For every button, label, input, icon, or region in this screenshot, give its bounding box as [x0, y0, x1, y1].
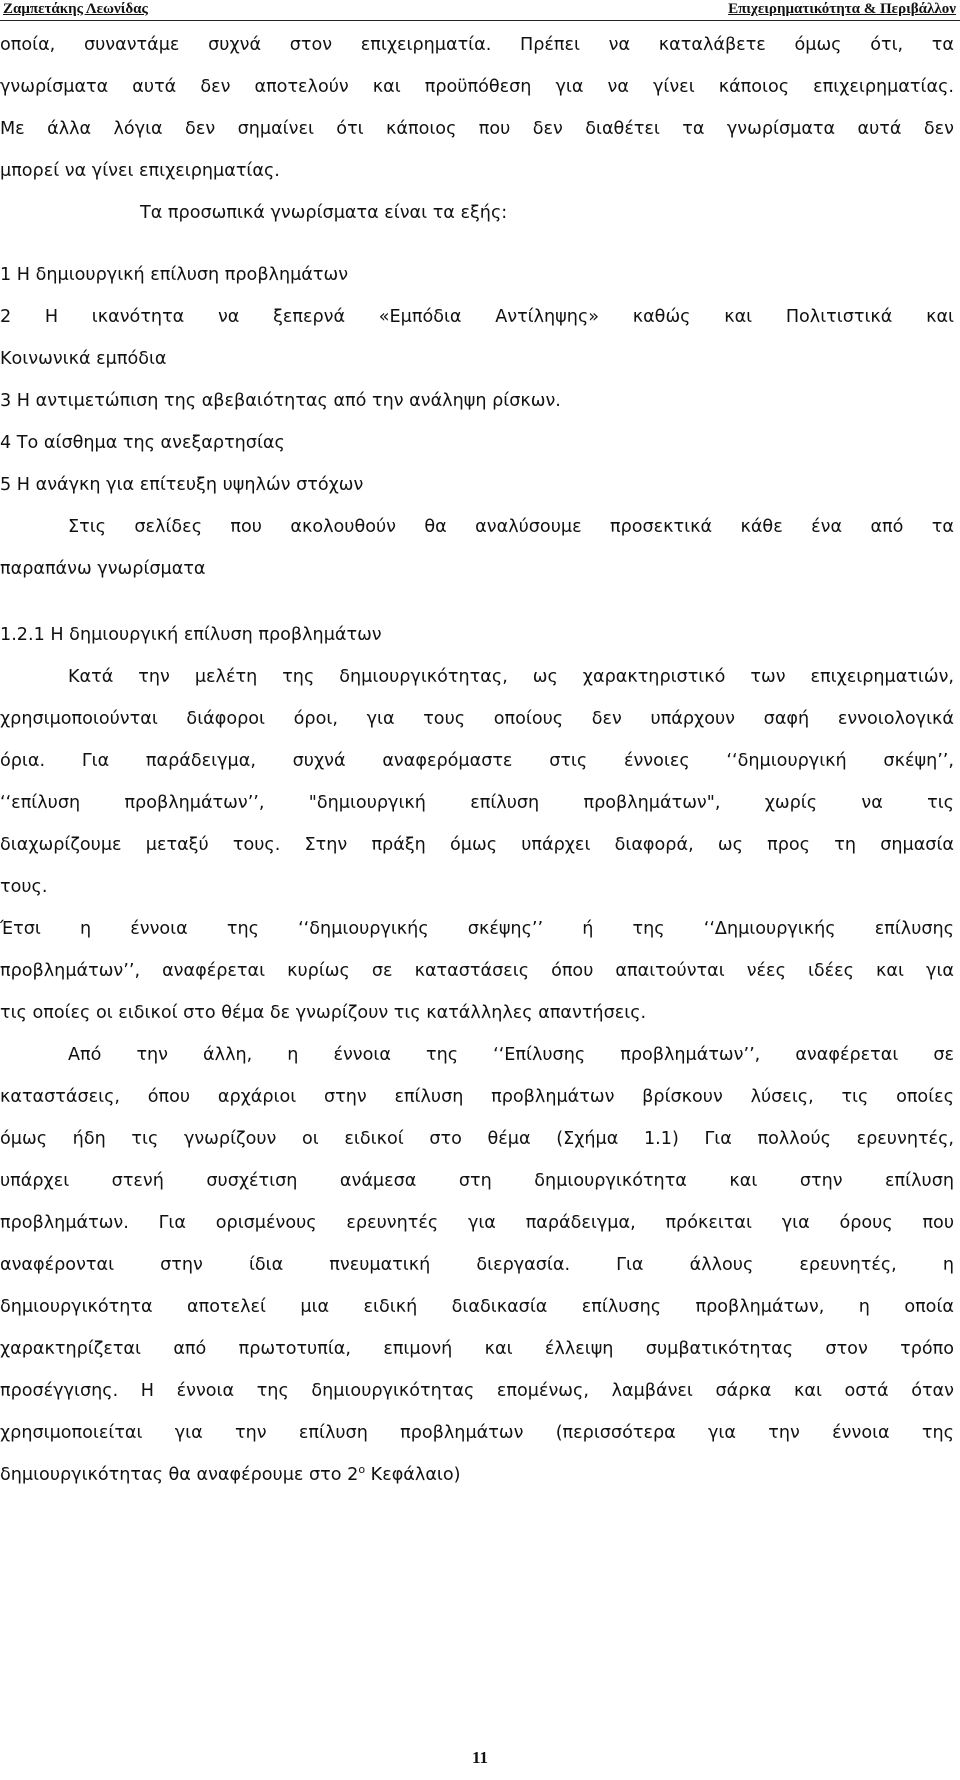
page-number: 11: [471, 1748, 489, 1767]
text-line: οποία, συναντάμε συχνά στον επιχειρηματία. Πρέπει να καταλάβετε όμως ότι, τα: [0, 35, 954, 55]
text-line: καταστάσεις, όπου αρχάριοι στην επίλυση προβλημάτων βρίσκουν λύσεις, τις οποίες: [0, 1087, 954, 1107]
text-line: χρησιμοποιούνται διάφοροι όροι, για τους οποίους δεν υπάρχουν σαφή εννοιολογικά: [0, 709, 954, 729]
text-line: ‘‘επίλυση προβλημάτων’’, "δημιουργική επίλυση προβλημάτων", χωρίς να τις: [0, 793, 954, 813]
header-title: Επιχειρηματικότητα & Περιβάλλον: [728, 1, 956, 17]
text-line: Κατά την μελέτη της δημιουργικότητας, ως χαρακτηριστικό των επιχειρηματιών,: [68, 667, 954, 687]
after-list-paragraph: [0, 506, 954, 590]
text-line: προβλημάτων’’, αναφέρεται κυρίως σε καταστάσεις όπου απαιτούνται νέες ιδέες και για: [0, 961, 954, 981]
paragraph-1: [0, 656, 954, 908]
text-line: προσέγγισης. Η έννοια της δημιουργικότητας επομένως, λαμβάνει σάρκα και οστά όταν: [0, 1381, 954, 1401]
text-line: παραπάνω γνωρίσματα: [0, 559, 206, 579]
text-line: διαχωρίζουμε μεταξύ τους. Στην πράξη όμως υπάρχει διαφορά, ως προς τη σημασία: [0, 835, 954, 855]
list-intro: Τα προσωπικά γνωρίσματα είναι τα εξής:: [140, 203, 508, 223]
text-line: χαρακτηρίζεται από πρωτοτυπία, επιμονή και έλλειψη συμβατικότητας στον τρόπο: [0, 1339, 954, 1359]
text-line: αναφέρονται στην ίδια πνευματική διεργασία. Για άλλους ερευνητές, η: [0, 1255, 954, 1275]
text-line: μπορεί να γίνει επιχειρηματίας.: [0, 161, 280, 181]
list-item: 3 Η αντιμετώπιση της αβεβαιότητας από την ανάληψη ρίσκων.: [0, 391, 561, 411]
text-line: δημιουργικότητα αποτελεί μια ειδική διαδικασία επίλυσης προβλημάτων, η οποία: [0, 1297, 954, 1317]
list-item: 4 Το αίσθημα της ανεξαρτησίας: [0, 433, 285, 453]
list-item: 2 Η ικανότητα να ξεπερνά «Εμπόδια Αντίληψης» καθώς και Πολιτιστικά και: [0, 307, 954, 327]
text-line: τις οποίες οι ειδικοί στο θέμα δε γνωρίζουν τις κατάλληλες απαντήσεις.: [0, 1003, 647, 1023]
text-line: όμως ήδη τις γνωρίζουν οι ειδικοί στο θέμα (Σχήμα 1.1) Για πολλούς ερευνητές,: [0, 1129, 954, 1149]
text-line: Από την άλλη, η έννοια της ‘‘Επίλυσης προβλημάτων’’, αναφέρεται σε: [68, 1045, 954, 1065]
text-line: τους.: [0, 877, 48, 897]
list-item-continuation: Κοινωνικά εμπόδια: [0, 349, 167, 369]
intro-paragraph: [0, 24, 954, 192]
text-fragment: δημιουργικότητας θα αναφέρουμε στο 2: [0, 1465, 359, 1485]
text-line: Έτσι η έννοια της ‘‘δημιουργικής σκέψης’’ ή της ‘‘Δημιουργικής επίλυσης: [0, 919, 954, 939]
paragraph-2: [0, 908, 954, 1034]
superscript: ο: [358, 1463, 366, 1477]
text-line: γνωρίσματα αυτά δεν αποτελούν και προϋπόθεση για να γίνει κάποιος επιχειρηματίας.: [0, 77, 954, 97]
list-item: 5 Η ανάγκη για επίτευξη υψηλών στόχων: [0, 475, 364, 495]
text-line: Στις σελίδες που ακολουθούν θα αναλύσουμε προσεκτικά κάθε ένα από τα: [68, 517, 954, 537]
text-line: όρια. Για παράδειγμα, συχνά αναφερόμαστε στις έννοιες ‘‘δημιουργική σκέψη’’,: [0, 751, 954, 771]
list-item: 1 Η δημιουργική επίλυση προβλημάτων: [0, 265, 349, 285]
text-fragment: Κεφάλαιο): [365, 1465, 461, 1485]
text-line: υπάρχει στενή συσχέτιση ανάμεσα στη δημιουργικότητα και στην επίλυση: [0, 1171, 954, 1191]
text-line: Με άλλα λόγια δεν σημαίνει ότι κάποιος που δεν διαθέτει τα γνωρίσματα αυτά δεν: [0, 119, 954, 139]
traits-list: [0, 254, 954, 506]
text-line: προβλημάτων. Για ορισμένους ερευνητές για παράδειγμα, πρόκειται για όρους που: [0, 1213, 954, 1233]
text-line: χρησιμοποιείται για την επίλυση προβλημάτων (περισσότερα για την έννοια της: [0, 1423, 954, 1443]
header-author: Ζαμπετάκης Λεωνίδας: [3, 1, 148, 17]
section-title: 1.2.1 Η δημιουργική επίλυση προβλημάτων: [0, 625, 382, 645]
page-header: [0, 0, 960, 21]
paragraph-3: [0, 1034, 954, 1496]
text-line-last: [0, 1454, 954, 1496]
page-body: [0, 24, 954, 1496]
